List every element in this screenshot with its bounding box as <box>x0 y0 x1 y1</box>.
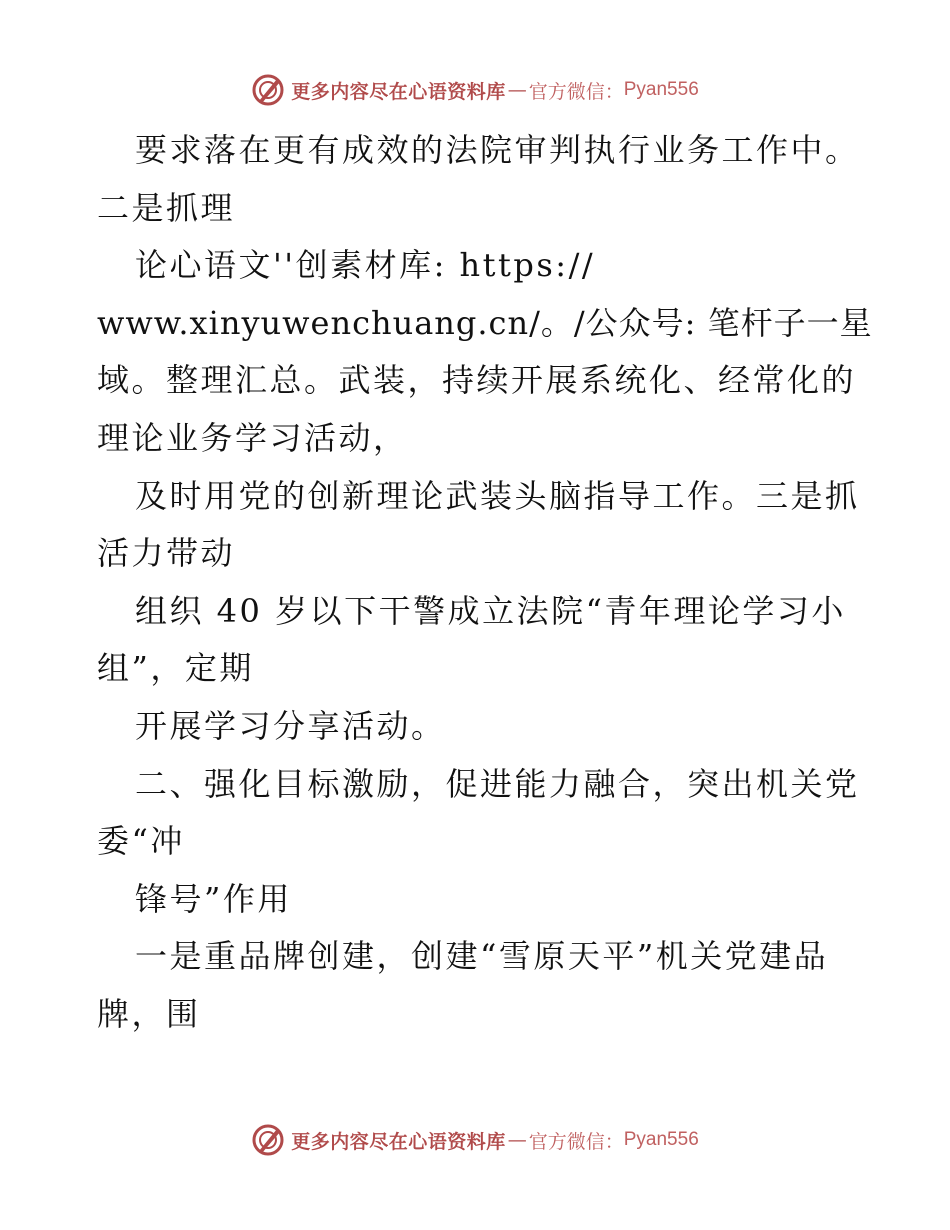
text-line: 二是抓理 <box>97 188 236 227</box>
text-line: 组”，定期 <box>97 649 254 688</box>
text-line: 锋号”作用 <box>135 879 292 918</box>
text-line: 开展学习分享活动。 <box>135 706 446 745</box>
banner-dash: — <box>507 79 527 101</box>
text-line: 组织 40 岁以下干警成立法院“青年理论学习小 <box>135 591 846 630</box>
banner-main-text: 更多内容尽在心语资料库 <box>291 1130 506 1153</box>
banner-sub-text: 官方微信： <box>528 80 624 103</box>
text-line: 委“冲 <box>97 822 185 861</box>
text-line: 牌，围 <box>97 994 201 1033</box>
text-line: 论心语文''创素材库: https:// <box>135 246 596 285</box>
banner-main-text: 更多内容尽在心语资料库 <box>291 80 506 103</box>
banner-sub-text: 官方微信： <box>528 1130 624 1153</box>
text-line: 二、强化目标激励，促进能力融合，突出机关党 <box>135 764 860 803</box>
banner-wechat-id: Pyan556 <box>623 1129 699 1150</box>
banner-wechat-id: Pyan556 <box>623 79 699 100</box>
text-line: www.xinyuwenchuang.cn/。/公众号: 笔杆子一星 <box>97 303 873 342</box>
text-line: 理论业务学习活动， <box>97 418 408 457</box>
footer-banner <box>0 1120 950 1160</box>
text-line: 活力带动 <box>97 534 236 573</box>
text-line: 要求落在更有成效的法院审判执行业务工作中。 <box>135 131 860 169</box>
text-line: 一是重品牌创建，创建“雪原天平”机关党建品 <box>135 937 829 976</box>
text-line: 域。整理汇总。武装，持续开展系统化、经常化的 <box>97 361 857 400</box>
quill-logo-icon <box>251 1123 285 1157</box>
text-line: 及时用党的创新理论武装头脑指导工作。三是抓 <box>135 476 860 515</box>
banner-dash: — <box>507 1129 527 1151</box>
quill-logo-icon <box>251 73 285 107</box>
document-body <box>97 122 873 1044</box>
header-banner <box>0 70 950 110</box>
